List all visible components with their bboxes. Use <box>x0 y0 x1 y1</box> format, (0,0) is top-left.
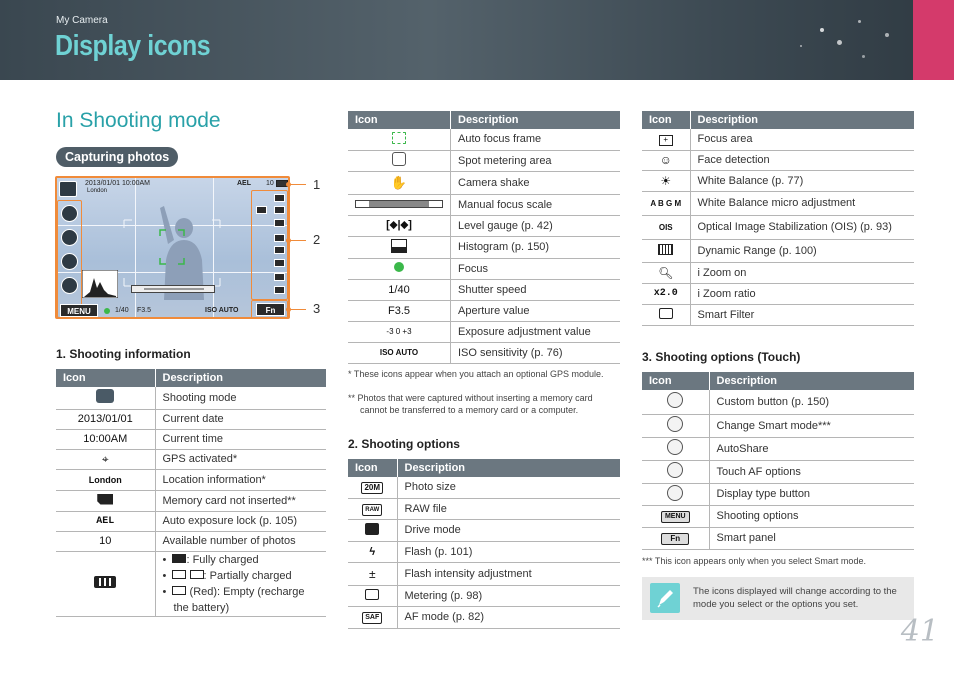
face-detection-icon: ☺ <box>659 153 672 167</box>
spot-metering-icon <box>392 152 406 166</box>
menu-icon: MENU <box>661 511 690 523</box>
footnote-gps: * These icons appear when you attach an optional GPS module. <box>348 369 604 379</box>
shooting-info-heading: 1. Shooting information <box>56 347 191 361</box>
display-icons-table-right: Icon Description + Focus area ☺ Face detection ☀ White Balance (p. 77) A B G M White Balance micro adjustment OIS Optical Image Stabilization (OIS) (p. 93) Dynamic Range (p. 100) 🔍︎ i Zoom on x2.0 i Zoom ratio Smart Filter <box>642 111 914 326</box>
cam-date: 2013/01/01 10:00AM <box>85 180 151 187</box>
shooting-options-heading: 2. Shooting options <box>348 437 460 451</box>
shooting-mode-icon <box>96 389 114 403</box>
smart-filter-icon <box>659 308 673 319</box>
focus-icon <box>394 262 404 272</box>
smart-mode-icon <box>667 416 683 432</box>
fn-icon: Fn <box>661 533 689 545</box>
histogram-icon <box>82 270 118 298</box>
camera-screen-illustration <box>55 176 290 319</box>
footnote-card: ** Photos that were captured without inserting a memory card cannot be transferred to a memory card or a computer. <box>348 393 593 415</box>
page-title: Display icons <box>55 30 211 62</box>
white-balance-icon: ☀ <box>660 173 672 188</box>
camera-shake-icon: ✋ <box>390 174 408 190</box>
flash-icon: ϟ <box>369 545 376 558</box>
touch-options-panel <box>57 200 82 318</box>
focus-indicator <box>104 308 110 314</box>
izoom-on-icon: 🔍︎ <box>658 265 674 280</box>
note-text: The icons displayed will change according to the mode you select or the options you set. <box>693 586 897 610</box>
battery-full-icon <box>94 576 116 588</box>
display-type-icon[interactable] <box>61 277 78 294</box>
shooting-mode-icon <box>59 181 77 197</box>
callout-3: 3 <box>313 301 321 316</box>
af-mode-icon: SAF <box>362 612 382 624</box>
menu-button[interactable]: MENU <box>60 304 98 317</box>
smart-mode-icon[interactable] <box>61 229 78 246</box>
metering-icon <box>365 589 379 600</box>
af-frame-icon <box>122 218 222 288</box>
level-gauge-icon: [⬥|⬥] <box>386 219 412 231</box>
cam-location: London <box>87 188 108 194</box>
af-frame-icon <box>392 132 406 144</box>
shooting-options-panel <box>251 190 288 300</box>
izoom-ratio-icon: x2.0 <box>642 283 690 304</box>
shooting-options-table: Icon Description 20M Photo size RAW RAW file Drive mode ϟ Flash (p. 101) ± Flash intensity adjustment Metering (p. 98) SAF AF mode (p. 82) <box>348 459 620 629</box>
subsection-pill: Capturing photos <box>56 147 178 167</box>
ois-icon: OIS <box>642 215 690 239</box>
cam-ael: AEL <box>237 180 251 187</box>
manual-focus-scale-icon <box>355 200 443 208</box>
custom-button-icon <box>667 392 683 408</box>
section-title: In Shooting mode <box>56 109 221 132</box>
raw-icon: RAW <box>362 504 382 516</box>
drive-mode-icon <box>365 523 379 535</box>
photo-size-icon: 20M <box>361 482 383 494</box>
breadcrumb[interactable]: My Camera <box>56 15 108 26</box>
display-type-icon <box>667 485 683 501</box>
callout-1: 1 <box>313 177 321 192</box>
shooting-info-table: Icon Description Shooting mode 2013/01/01 Current date 10:00AM Current time ⌖ GPS activated* London Location information* Memory card not inserted** AEL Auto exposure lock (p. 105) 10 Available number of photos • : Fully charged • : Partially charged • (Red): Empty (recharge the battery) <box>56 369 326 617</box>
touch-af-icon <box>667 462 683 478</box>
cam-shutter: 1/40 <box>115 307 129 314</box>
histogram-icon <box>391 239 407 253</box>
fn-button[interactable]: Fn <box>256 303 285 316</box>
cam-count: 10 <box>266 180 274 187</box>
touch-options-heading: 3. Shooting options (Touch) <box>642 350 801 364</box>
pencil-note-icon <box>650 583 680 613</box>
dynamic-range-icon <box>658 244 673 255</box>
note-box <box>642 577 914 620</box>
footnote-smart-mode: *** This icon appears only when you select Smart mode. <box>642 556 866 566</box>
page-header <box>0 0 954 80</box>
autoshare-icon <box>667 439 683 455</box>
gps-icon: ⌖ <box>101 451 109 466</box>
display-icons-table-middle: Icon Description Auto focus frame Spot metering area ✋ Camera shake Manual focus scale [⬥|⬥] Level gauge (p. 42) Histogram (p. 150) Focus 1/40 Shutter speed F3.5 Aperture value -3 0 +3 Exposure adjustment value ISO AUTO ISO sensitivity (p. 76) <box>348 111 620 364</box>
touch-options-table: Icon Description Custom button (p. 150) Change Smart mode*** AutoShare Touch AF options Display type button MENU Shooting options Fn Smart panel <box>642 372 914 550</box>
callout-2: 2 <box>313 232 321 247</box>
wb-micro-icon: A B G M <box>642 191 690 215</box>
cam-iso: ISO AUTO <box>205 307 239 314</box>
touch-af-icon[interactable] <box>61 253 78 270</box>
flash-intensity-icon: ± <box>368 566 376 581</box>
manual-focus-scale <box>131 285 215 293</box>
no-card-icon <box>97 494 113 505</box>
chapter-tab <box>913 0 954 80</box>
page-number: 41 <box>900 614 939 649</box>
cam-aperture: F3.5 <box>137 307 152 314</box>
focus-area-icon: + <box>659 135 673 146</box>
custom-button-icon[interactable] <box>61 205 78 222</box>
